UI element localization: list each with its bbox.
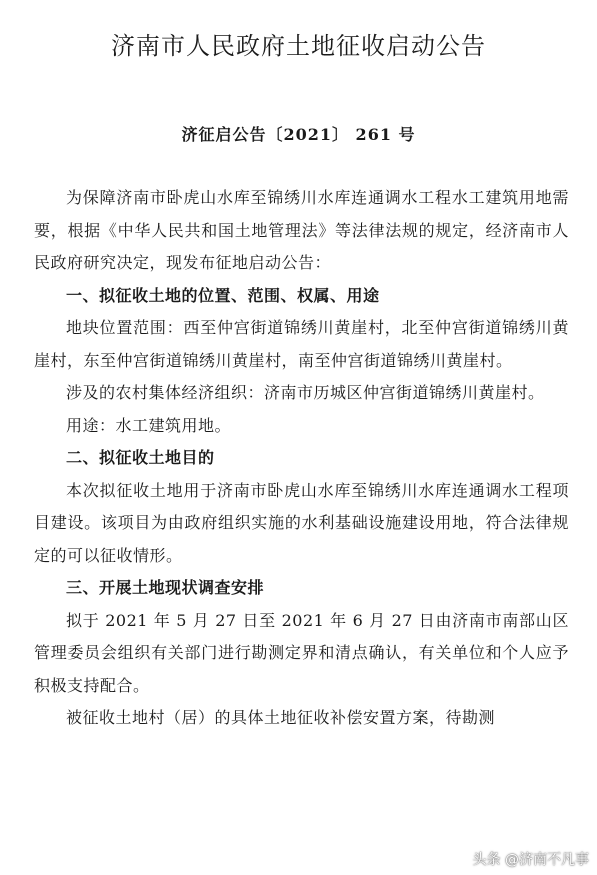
- source-watermark: 头条 @济南不凡事: [472, 852, 589, 868]
- document-number: 济征启公告〔2021〕 261 号: [181, 125, 416, 144]
- intro-paragraph: 为保障济南市卧虎山水库至锦绣川水库连通调水工程水工建筑用地需要，根据《中华人民共和国土地管理法》等法律法规的规定，经济南市人民政府研究决定，现发布征地启动公告：: [34, 188, 569, 272]
- section1-heading: 一、拟征收土地的位置、范围、权属、用途: [66, 285, 380, 305]
- collective-paragraph: 涉及的农村集体经济组织：济南市历城区仲宫街道锦绣川黄崖村。: [66, 383, 545, 402]
- page-title: 济南市人民政府土地征收启动公告: [111, 32, 486, 60]
- document-body: [34, 182, 569, 735]
- survey-paragraph: 拟于 2021 年 5 月 27 日至 2021 年 6 月 27 日由济南市南部山区管理委员会组织有关部门进行勘测定界和清点确认，有关单位和个人应予积极支持配合。: [34, 610, 569, 695]
- compensation-paragraph: 被征收土地村（居）的具体土地征收补偿安置方案，待勘测: [66, 708, 496, 727]
- section3-heading: 三、开展土地现状调查安排: [66, 578, 265, 597]
- location-paragraph: 地块位置范围：西至仲宫街道锦绣川黄崖村，北至仲宫街道锦绣川黄崖村，东至仲宫街道锦绣川黄崖村，南至仲宫街道锦绣川黄崖村。: [34, 318, 569, 370]
- purpose-paragraph: 本次拟征收土地用于济南市卧虎山水库至锦绣川水库连通调水工程项目建设。该项目为由政府组织实施的水利基础设施建设用地，符合法律规定的可以征收情形。: [34, 480, 569, 565]
- section2-heading: 二、拟征收土地目的: [66, 448, 215, 467]
- usage-paragraph: 用途：水工建筑用地。: [66, 415, 232, 435]
